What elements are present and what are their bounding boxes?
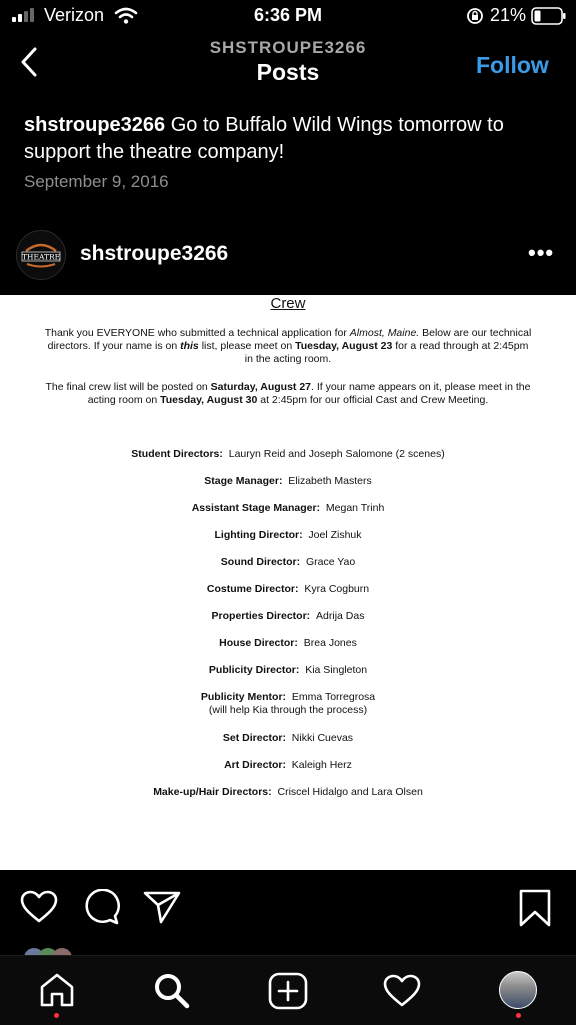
profile-avatar[interactable] [499,971,537,1009]
post-username[interactable]: shstroupe3266 [80,242,229,265]
home-notification-dot [54,1013,59,1018]
crew-role-line: Publicity Director: Kia Singleton [208,664,368,676]
status-time: 6:36 PM [253,5,323,25]
activity-heart-icon[interactable] [383,974,421,1008]
crew-role-line: Lighting Director: Joel Zishuk [214,529,362,541]
crew-role-note: (will help Kia through the process) [208,704,368,716]
more-options-icon[interactable]: ••• [528,240,555,265]
avatar-text: THEATRE [21,252,61,262]
account-handle: SHSTROUPE3266 [209,38,367,57]
post-date: September 9, 2016 [24,172,169,191]
document-paragraph-1: Thank you EVERYONE who submitted a technical application for Almost, Maine. Below are our technical directors. If your name is on this list, please meet on Tuesday, August 23 for a read through at 2:45pm in the acting room. [44,327,532,365]
crew-role-line: Set Director: Nikki Cuevas [222,732,354,744]
crew-role-line: Publicity Mentor: Emma Torregrosa (will help Kia through the process) [0,691,576,717]
document-paragraph-2: The final crew list will be posted on Saturday, August 27. If your name appears on it, please meet in the acting room on Tuesday, August 30 at 2:45pm for our official Cast and Crew Meeting. [45,381,531,406]
post-image-document[interactable] [0,295,576,870]
share-icon[interactable] [142,890,182,924]
battery-icon [531,7,567,25]
crew-role-line: Assistant Stage Manager: Megan Trinh [191,502,385,514]
crew-role-line: House Director: Brea Jones [219,637,357,649]
crew-role-line: Sound Director: Grace Yao [220,556,356,568]
post-actions [0,870,576,950]
bottom-tab-bar [0,955,576,1025]
crew-role-line: Student Directors: Lauryn Reid and Joseph Salomone (2 scenes) [131,448,445,460]
search-icon[interactable] [153,972,191,1010]
crew-role-line: Art Director: Kaleigh Herz [224,759,352,771]
bookmark-icon[interactable] [518,888,552,928]
page-title: Posts [256,59,320,85]
follow-button[interactable]: Follow [476,52,549,78]
posts-header [0,34,576,94]
crew-role-line: Properties Director: Adrija Das [211,610,365,622]
theatre-logo [17,231,65,279]
post-avatar[interactable] [16,230,66,280]
document-title: Crew [270,295,306,312]
new-post-icon[interactable] [268,972,308,1010]
rotation-lock-icon [466,7,484,25]
status-bar [0,0,576,34]
heart-icon[interactable] [20,890,58,924]
home-icon[interactable] [38,972,76,1008]
previous-post-caption [24,112,554,166]
crew-role-line: Costume Director: Kyra Cogburn [206,583,370,595]
crew-role-line: Make-up/Hair Directors: Criscel Hidalgo and Lara Olsen [153,786,423,798]
crew-role-line: Stage Manager: Elizabeth Masters [204,475,372,487]
profile-notification-dot [516,1013,521,1018]
caption-text: Go to Buffalo Wild Wings tomorrow to support the theatre company! [24,114,504,163]
carrier-name: Verizon [44,5,105,25]
battery-percentage: 21% [490,5,527,25]
caption-username[interactable]: shstroupe3266 [24,114,166,136]
comment-icon[interactable] [82,889,120,925]
